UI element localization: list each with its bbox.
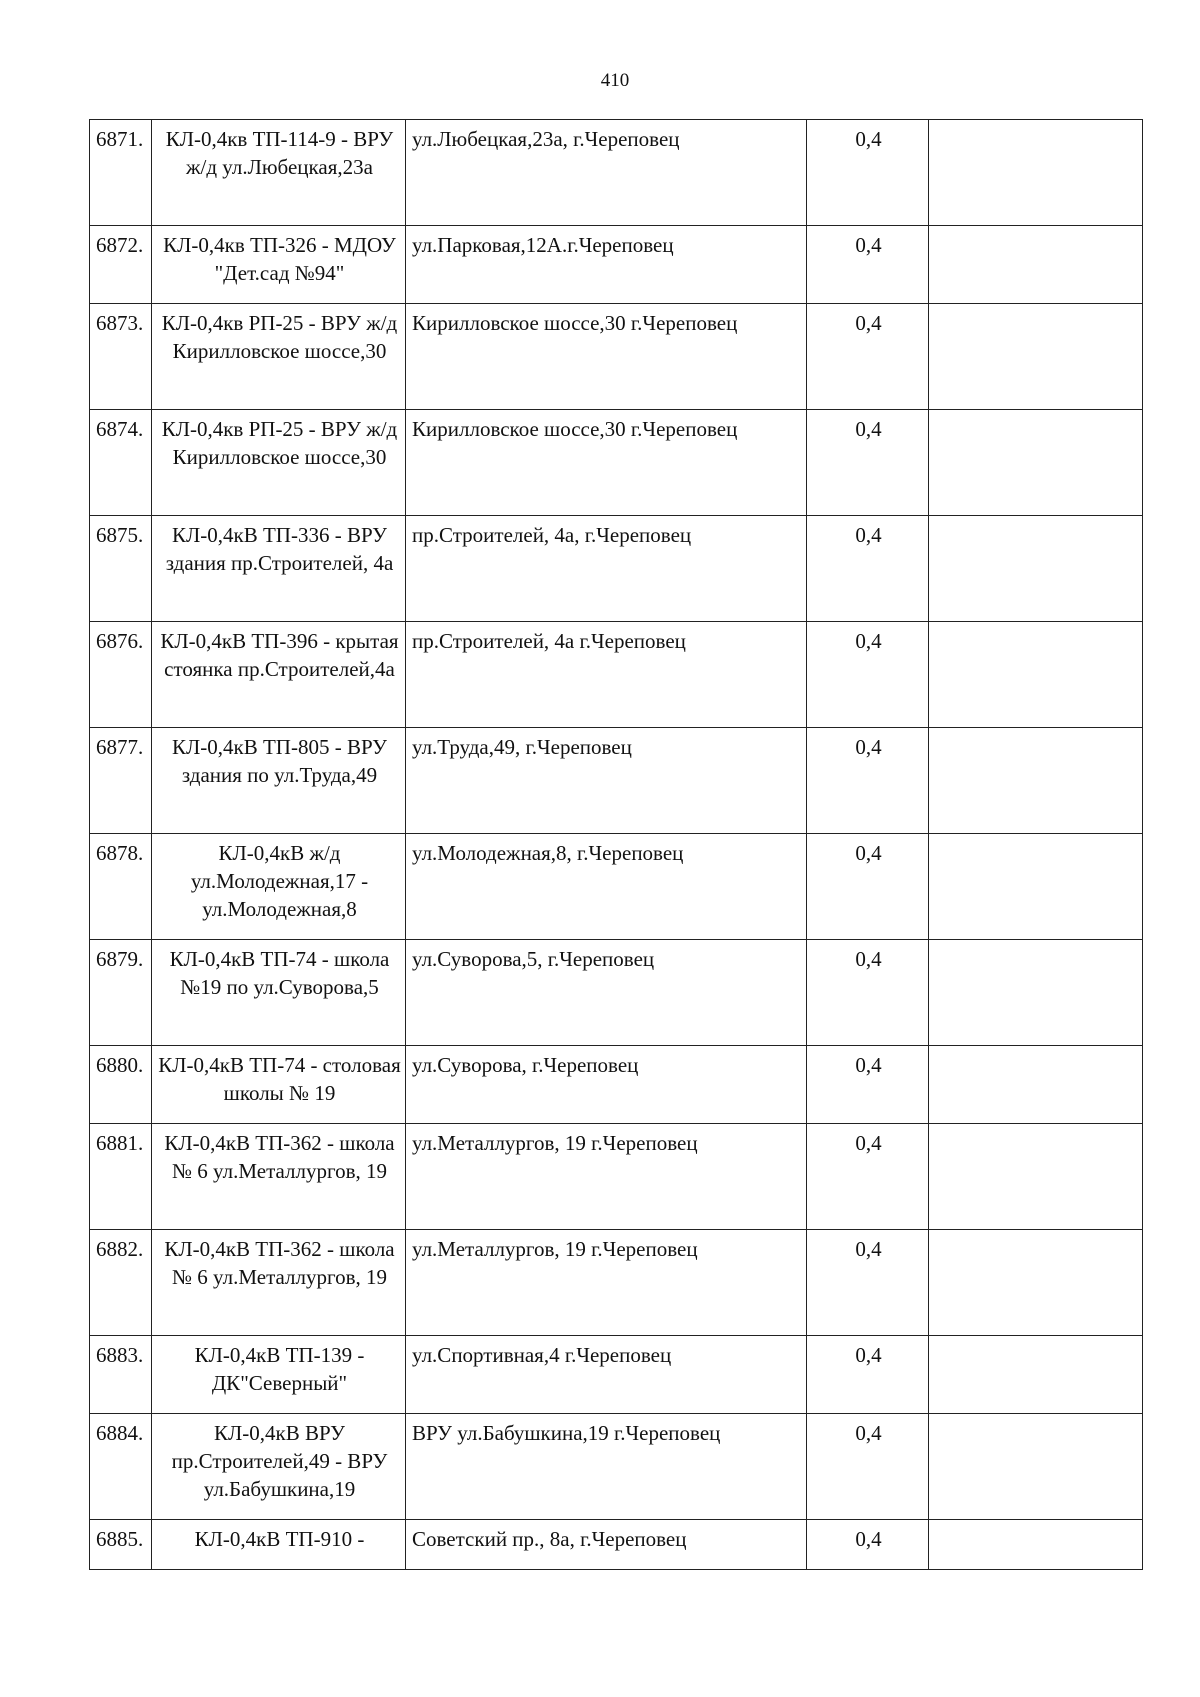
voltage: 0,4: [807, 940, 929, 1046]
address: ул.Молодежная,8, г.Череповец: [406, 834, 807, 940]
address: ВРУ ул.Бабушкина,19 г.Череповец: [406, 1414, 807, 1520]
row-number: 6875.: [90, 516, 152, 622]
voltage: 0,4: [807, 410, 929, 516]
table-row: [90, 410, 1143, 516]
address: ул.Суворова, г.Череповец: [406, 1046, 807, 1124]
empty-cell: [929, 1230, 1143, 1336]
voltage: 0,4: [807, 834, 929, 940]
address: ул.Суворова,5, г.Череповец: [406, 940, 807, 1046]
table-row: [90, 1336, 1143, 1414]
cable-line-name: КЛ-0,4кВ ж/д ул.Молодежная,17 - ул.Молодежная,8: [152, 834, 406, 940]
table-row: [90, 1414, 1143, 1520]
row-number: 6873.: [90, 304, 152, 410]
cable-line-name: КЛ-0,4кВ ТП-910 -: [152, 1520, 406, 1570]
voltage: 0,4: [807, 226, 929, 304]
empty-cell: [929, 1124, 1143, 1230]
cable-line-name: КЛ-0,4кВ ТП-336 - ВРУ здания пр.Строителей, 4а: [152, 516, 406, 622]
empty-cell: [929, 516, 1143, 622]
address: ул.Спортивная,4 г.Череповец: [406, 1336, 807, 1414]
table-row: [90, 304, 1143, 410]
cable-line-name: КЛ-0,4кв ТП-114-9 - ВРУ ж/д ул.Любецкая,23а: [152, 120, 406, 226]
row-number: 6874.: [90, 410, 152, 516]
address: Кирилловское шоссе,30 г.Череповец: [406, 304, 807, 410]
page-number: 410: [600, 70, 630, 91]
table-row: [90, 120, 1143, 226]
table-row: [90, 940, 1143, 1046]
table-row: [90, 1046, 1143, 1124]
row-number: 6872.: [90, 226, 152, 304]
address: Кирилловское шоссе,30 г.Череповец: [406, 410, 807, 516]
row-number: 6878.: [90, 834, 152, 940]
row-number: 6884.: [90, 1414, 152, 1520]
cable-line-name: КЛ-0,4кВ ТП-805 - ВРУ здания по ул.Труда,49: [152, 728, 406, 834]
row-number: 6877.: [90, 728, 152, 834]
voltage: 0,4: [807, 304, 929, 410]
empty-cell: [929, 1414, 1143, 1520]
row-number: 6880.: [90, 1046, 152, 1124]
voltage: 0,4: [807, 728, 929, 834]
cable-line-name: КЛ-0,4кВ ТП-396 - крытая стоянка пр.Строителей,4а: [152, 622, 406, 728]
cable-line-name: КЛ-0,4кв РП-25 - ВРУ ж/д Кирилловское шоссе,30: [152, 304, 406, 410]
row-number: 6871.: [90, 120, 152, 226]
cable-line-name: КЛ-0,4кВ ТП-74 - столовая школы № 19: [152, 1046, 406, 1124]
table-row: [90, 226, 1143, 304]
empty-cell: [929, 940, 1143, 1046]
empty-cell: [929, 1336, 1143, 1414]
table-row: [90, 1124, 1143, 1230]
cable-line-name: КЛ-0,4кв РП-25 - ВРУ ж/д Кирилловское шоссе,30: [152, 410, 406, 516]
row-number: 6876.: [90, 622, 152, 728]
address: ул.Любецкая,23а, г.Череповец: [406, 120, 807, 226]
voltage: 0,4: [807, 1414, 929, 1520]
registry-table-body: [90, 120, 1143, 1570]
empty-cell: [929, 120, 1143, 226]
table-row: [90, 622, 1143, 728]
table-row: [90, 516, 1143, 622]
address: Советский пр., 8а, г.Череповец: [406, 1520, 807, 1570]
cable-line-name: КЛ-0,4кВ ТП-74 - школа №19 по ул.Суворова,5: [152, 940, 406, 1046]
table-row: [90, 728, 1143, 834]
address: пр.Строителей, 4а, г.Череповец: [406, 516, 807, 622]
address: пр.Строителей, 4а г.Череповец: [406, 622, 807, 728]
voltage: 0,4: [807, 622, 929, 728]
voltage: 0,4: [807, 120, 929, 226]
empty-cell: [929, 1046, 1143, 1124]
voltage: 0,4: [807, 1124, 929, 1230]
empty-cell: [929, 728, 1143, 834]
empty-cell: [929, 1520, 1143, 1570]
address: ул.Металлургов, 19 г.Череповец: [406, 1230, 807, 1336]
cable-line-name: КЛ-0,4кВ ВРУ пр.Строителей,49 - ВРУ ул.Бабушкина,19: [152, 1414, 406, 1520]
cable-line-name: КЛ-0,4кВ ТП-139 - ДК"Северный": [152, 1336, 406, 1414]
row-number: 6881.: [90, 1124, 152, 1230]
voltage: 0,4: [807, 1336, 929, 1414]
registry-table: [89, 119, 1143, 1570]
voltage: 0,4: [807, 1520, 929, 1570]
row-number: 6882.: [90, 1230, 152, 1336]
empty-cell: [929, 410, 1143, 516]
voltage: 0,4: [807, 1046, 929, 1124]
address: ул.Металлургов, 19 г.Череповец: [406, 1124, 807, 1230]
empty-cell: [929, 226, 1143, 304]
row-number: 6885.: [90, 1520, 152, 1570]
cable-line-name: КЛ-0,4кв ТП-326 - МДОУ "Дет.сад №94": [152, 226, 406, 304]
row-number: 6879.: [90, 940, 152, 1046]
empty-cell: [929, 834, 1143, 940]
row-number: 6883.: [90, 1336, 152, 1414]
table-row: [90, 834, 1143, 940]
cable-line-name: КЛ-0,4кВ ТП-362 - школа № 6 ул.Металлургов, 19: [152, 1124, 406, 1230]
empty-cell: [929, 304, 1143, 410]
cable-line-name: КЛ-0,4кВ ТП-362 - школа № 6 ул.Металлургов, 19: [152, 1230, 406, 1336]
voltage: 0,4: [807, 1230, 929, 1336]
address: ул.Труда,49, г.Череповец: [406, 728, 807, 834]
table-row: [90, 1230, 1143, 1336]
address: ул.Парковая,12А.г.Череповец: [406, 226, 807, 304]
table-row: [90, 1520, 1143, 1570]
voltage: 0,4: [807, 516, 929, 622]
empty-cell: [929, 622, 1143, 728]
